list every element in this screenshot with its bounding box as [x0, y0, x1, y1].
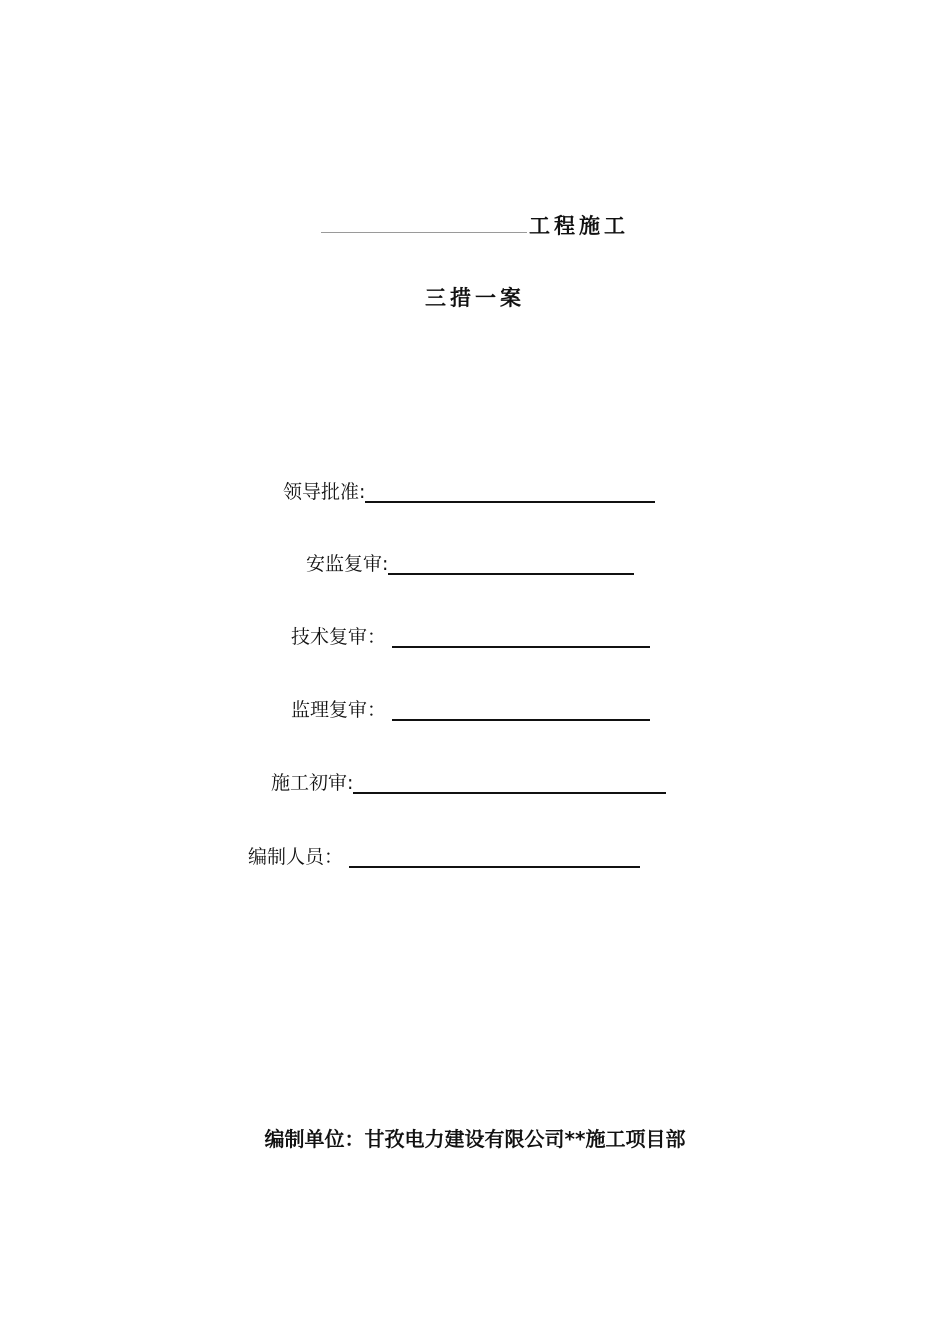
- compiling-unit: 编制单位：甘孜电力建设有限公司**施工项目部: [264, 1127, 686, 1151]
- signature-label: 施工初审:: [271, 772, 354, 794]
- signature-row-safety-review: [306, 549, 634, 579]
- signature-line: [392, 695, 650, 721]
- signature-line: [365, 477, 655, 503]
- signature-label: 监理复审：: [291, 699, 387, 721]
- signature-row-technical-review: [291, 622, 650, 652]
- document-title: [0, 210, 950, 241]
- signature-label: 技术复审：: [291, 626, 387, 648]
- signature-line: [349, 842, 640, 868]
- signature-row-construction-review: [271, 768, 666, 798]
- signature-row-leader-approval: [283, 477, 655, 507]
- signature-line: [388, 549, 634, 575]
- signature-label: 领导批准:: [283, 481, 366, 503]
- title-suffix: 工程施工: [529, 214, 629, 238]
- signature-label: 编制人员：: [248, 846, 344, 868]
- signature-line: [392, 622, 650, 648]
- signature-row-prepared-by: [248, 842, 640, 872]
- signature-label: 安监复审:: [306, 553, 389, 575]
- signature-line: [353, 768, 666, 794]
- document-subtitle: 三措一案: [425, 286, 525, 310]
- project-name-blank: [321, 210, 527, 233]
- signature-row-supervision-review: [291, 695, 650, 725]
